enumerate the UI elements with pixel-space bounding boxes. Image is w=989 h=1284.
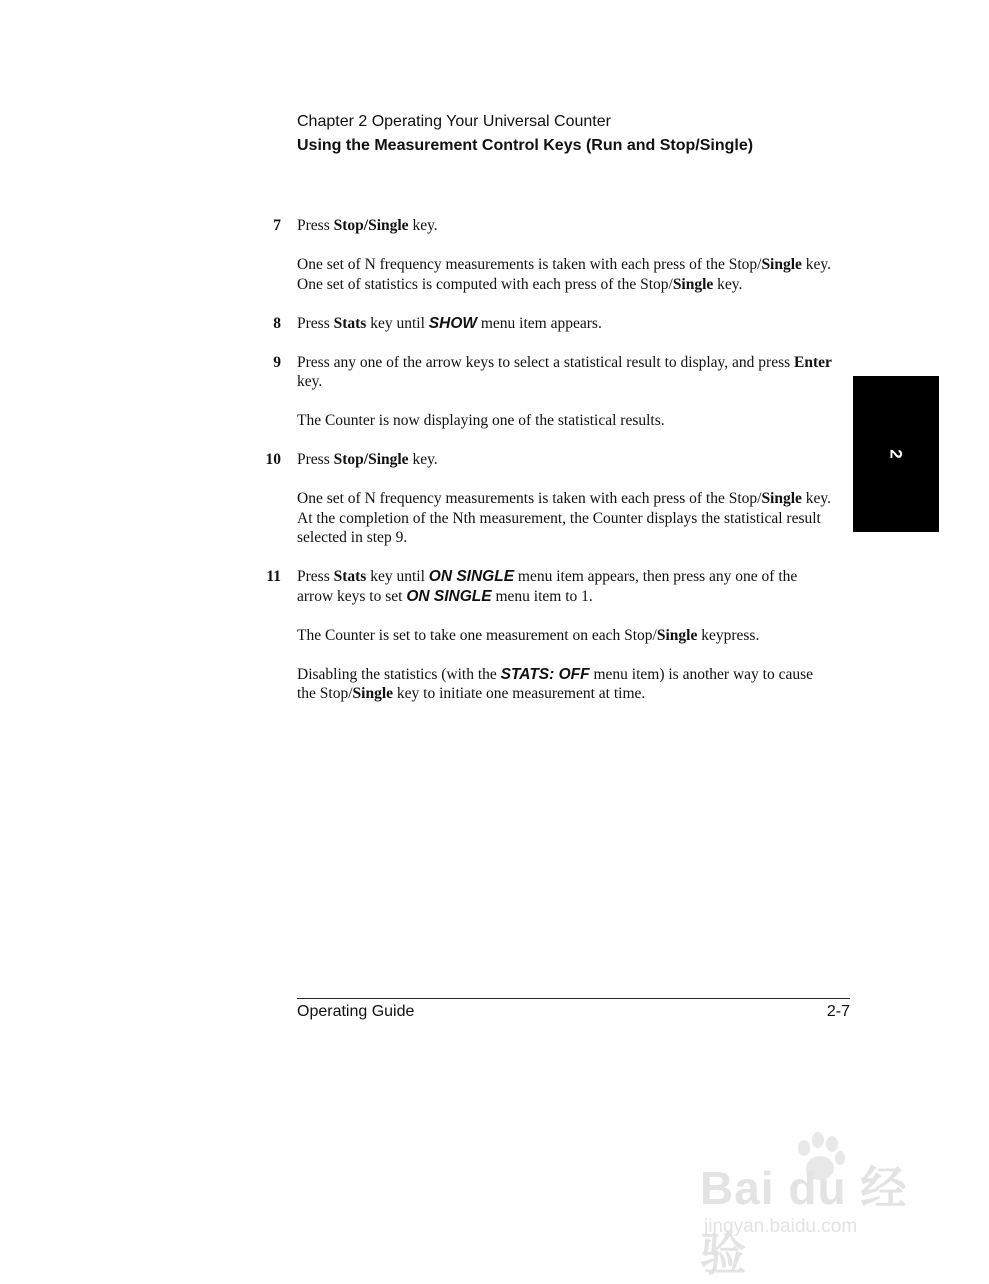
chapter-tab-label: 2 [887,449,906,459]
step-explanation: One set of N frequency measurements is taken with each press of the Stop/Single key. At the completion of the Nth measurement, the Counter displays the statistical result selected in step 9. [297,490,832,546]
section-title: Using the Measurement Control Keys (Run and Stop/Single) [297,137,754,154]
chapter-thumb-tab [853,376,939,532]
step-10 [265,450,857,548]
step-8 [273,314,857,334]
page-number: 2-7 [826,1003,850,1020]
watermark-url: jingyan.baidu.com [704,1216,858,1237]
step-number: 9 [273,353,281,371]
step-note: Disabling the statistics (with the STATS: OFF menu item) is another way to cause the Stop/Single key to initiate one measurement at time. [297,665,813,702]
footer-divider [297,998,850,999]
step-number: 7 [273,217,281,234]
menu-item-name: SHOW [428,314,477,332]
step-7 [273,216,857,294]
step-instruction: Press Stop/Single key. [297,451,438,468]
step-explanation: The Counter is set to take one measurement on each Stop/Single keypress. [297,626,760,644]
step-number: 11 [266,568,281,585]
menu-item-name: ON SINGLE [406,587,492,605]
key-name: Stop/Single [333,217,409,234]
chapter-title: Chapter 2 Operating Your Universal Counter [297,113,611,130]
menu-item-name: ON SINGLE [428,568,515,585]
step-explanation: One set of N frequency measurements is taken with each press of the Stop/Single key. One set of statistics is computed with each press of the Stop/Single key. [297,256,832,293]
menu-item-name: STATS: OFF [500,665,590,683]
watermark [700,1130,940,1280]
step-instruction: Press any one of the arrow keys to select a statistical result to display, and press Enter key. [297,353,832,390]
procedure-steps [265,216,857,704]
step-number: 10 [265,451,281,468]
step-explanation: The Counter is now displaying one of the statistical results. [297,412,665,429]
page-header [297,112,753,156]
step-instruction: Press Stats key until SHOW menu item appears. [297,314,602,332]
watermark-logo-text: Bai du 经验 [700,1162,908,1280]
step-11 [266,567,857,704]
step-instruction: Press Stop/Single key. [297,217,438,234]
step-instruction: Press Stats key until ON SINGLE menu item appears, then press any one of the arrow keys to set ON SINGLE menu item to 1. [297,568,798,605]
footer-guide-name: Operating Guide [297,1003,415,1020]
step-number: 8 [273,314,281,332]
step-9 [273,353,857,431]
